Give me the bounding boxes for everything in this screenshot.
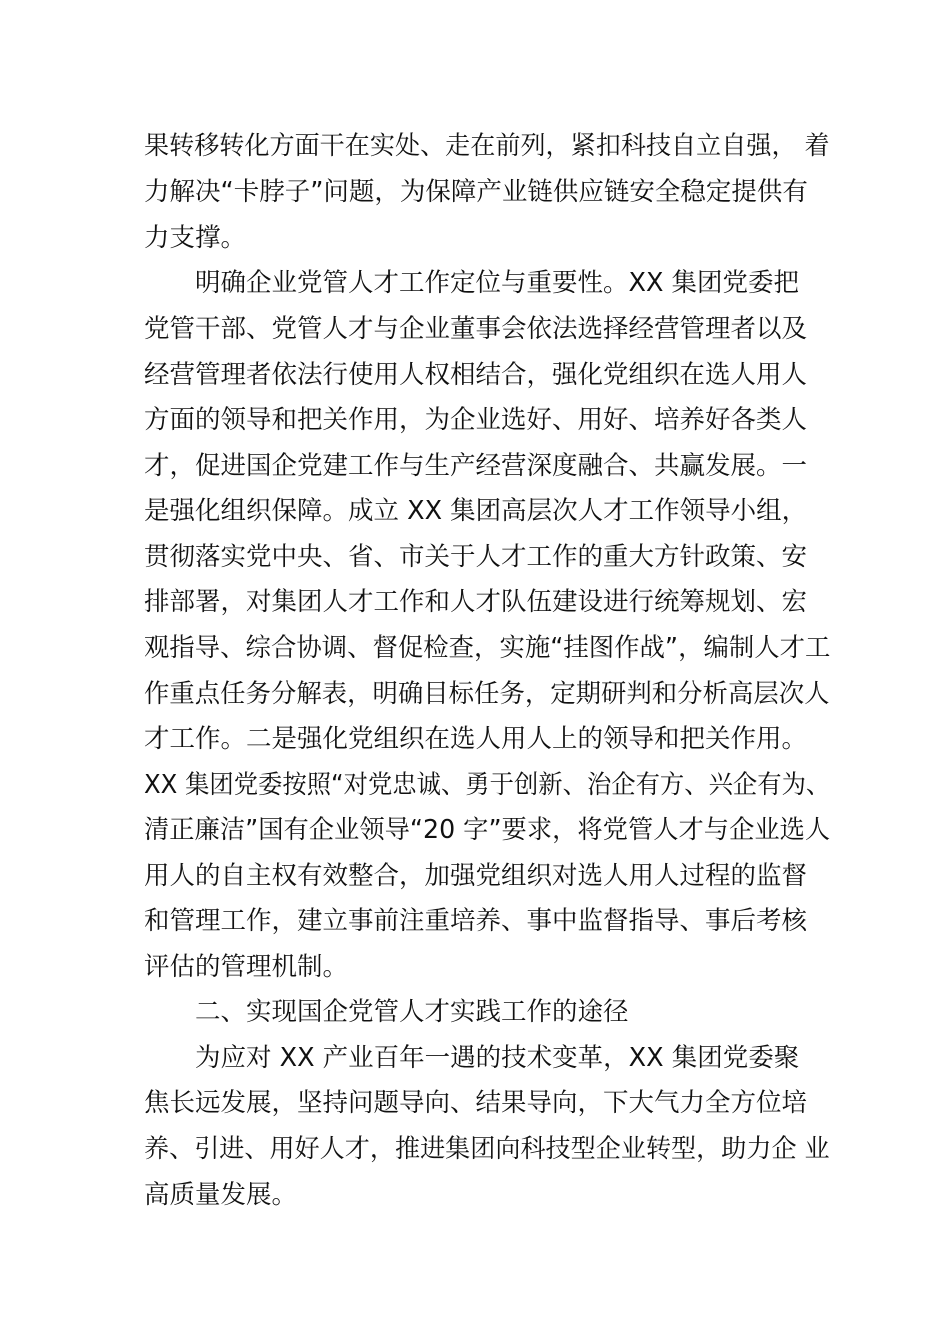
text-line: XX 集团党委按照“对党忠诚、勇于创新、治企有方、兴企有为、 xyxy=(144,770,831,800)
text-line: 清正廉洁”国有企业领导“20 字”要求，将党管人才与企业选人 xyxy=(144,815,831,845)
text-line: 用人的自主权有效整合，加强党组织对选人用人过程的监督 xyxy=(144,861,808,891)
text-line: 是强化组织保障。成立 XX 集团高层次人才工作领导小组， xyxy=(144,496,808,526)
text-line: 评估的管理机制。 xyxy=(144,952,349,982)
text-line: 才工作。二是强化党组织在选人用人上的领导和把关作用。 xyxy=(144,724,808,754)
text-line: 高质量发展。 xyxy=(144,1180,298,1210)
text-line: 党管干部、党管人才与企业董事会依法选择经营管理者以及 xyxy=(144,314,808,344)
text-line: 果转移转化方面干在实处、走在前列，紧扣科技自立自强， 着 xyxy=(144,131,830,161)
text-line: 明确企业党管人才工作定位与重要性。XX 集团党委把 xyxy=(144,268,800,298)
text-line: 力支撑。 xyxy=(144,223,247,253)
text-line: 观指导、综合协调、督促检查，实施“挂图作战”，编制人才工 xyxy=(144,633,831,663)
text-line: 作重点任务分解表，明确目标任务，定期研判和分析高层次人 xyxy=(144,679,830,709)
text-line: 和管理工作，建立事前注重培养、事中监督指导、事后考核 xyxy=(144,906,808,936)
text-line: 为应对 XX 产业百年一遇的技术变革，XX 集团党委聚 xyxy=(144,1043,800,1073)
text-line: 力解决“卡脖子”问题，为保障产业链供应链安全稳定提供有 xyxy=(144,177,808,207)
text-line: 方面的领导和把关作用，为企业选好、用好、培养好各类人 xyxy=(144,405,808,435)
text-line: 排部署，对集团人才工作和人才队伍建设进行统筹规划、宏 xyxy=(144,587,808,617)
text-line: 才，促进国企党建工作与生产经营深度融合、共赢发展。一 xyxy=(144,451,808,481)
section-heading: 二、实现国企党管人才实践工作的途径 xyxy=(144,997,629,1027)
text-line: 贯彻落实党中央、省、市关于人才工作的重大方针政策、安 xyxy=(144,542,808,572)
text-line: 养、引进、用好人才，推进集团向科技型企业转型，助力企 业 xyxy=(144,1134,830,1164)
text-line: 焦长远发展，坚持问题导向、结果导向，下大气力全方位培 xyxy=(144,1088,808,1118)
text-line: 经营管理者依法行使用人权相结合，强化党组织在选人用人 xyxy=(144,360,808,390)
